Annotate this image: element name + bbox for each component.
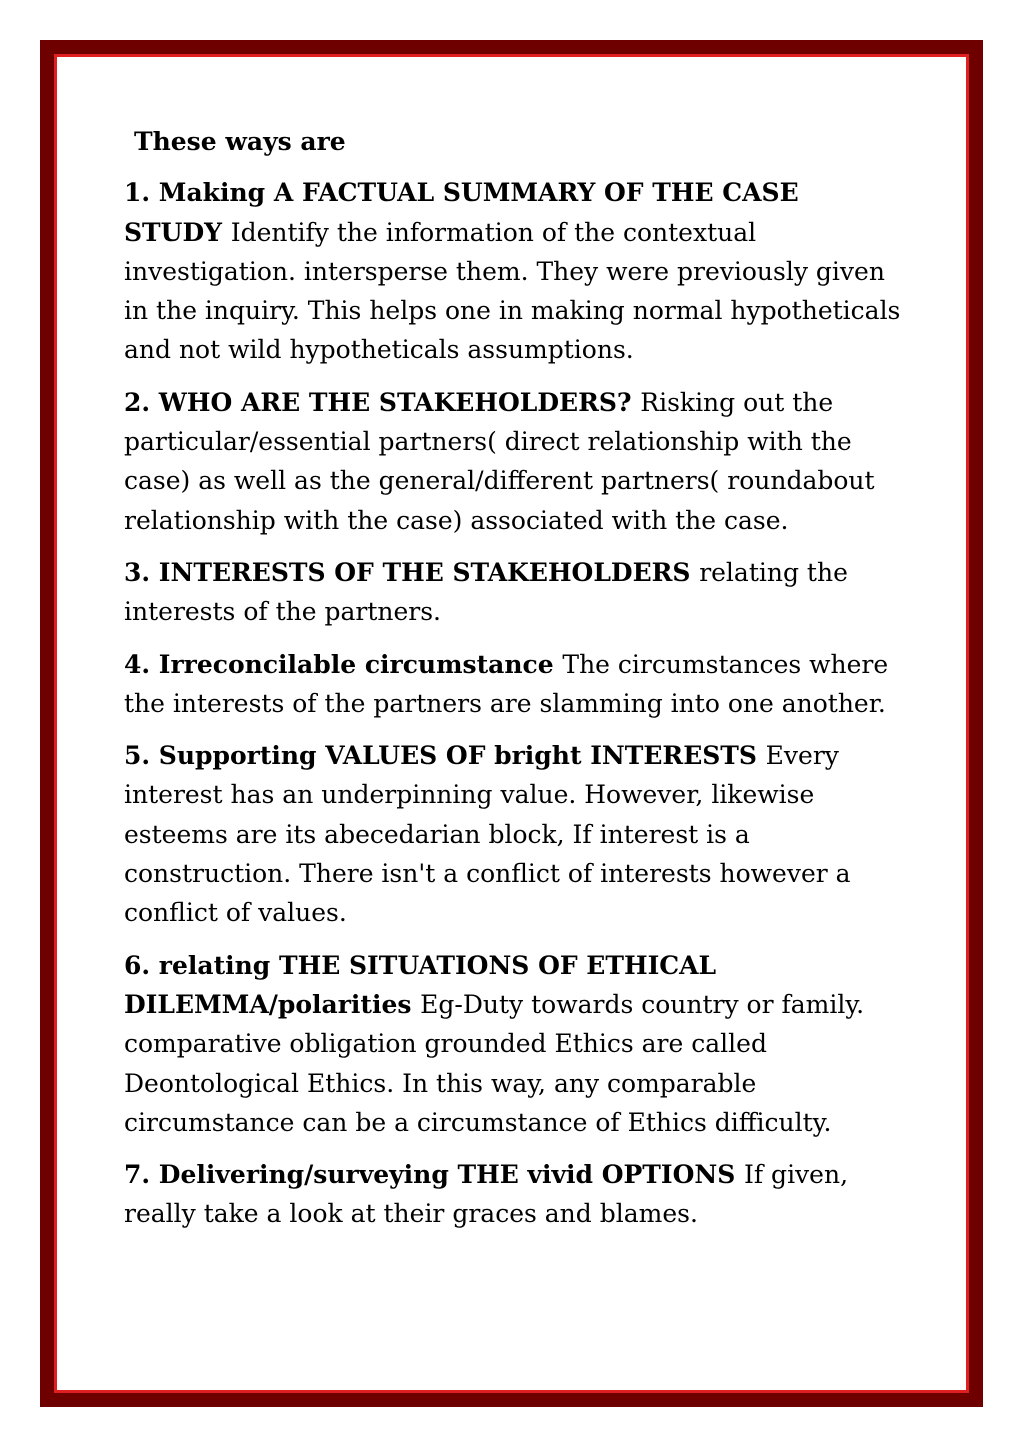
list-item-4 — [124, 645, 904, 724]
document-body — [124, 122, 904, 1247]
item-heading: 5. Supporting VALUES OF bright INTERESTS — [124, 741, 766, 771]
item-heading: 4. Irreconcilable circumstance — [124, 649, 563, 679]
item-body: Identify the information of the contextual investigation. intersperse them. They were previously given in the inquiry. This helps one in making normal hypotheticals and not wild hypotheticals assumptions. — [124, 217, 901, 365]
item-heading: 2. WHO ARE THE STAKEHOLDERS? — [124, 387, 641, 417]
list-item-7 — [124, 1155, 904, 1234]
item-heading: 6. relating THE SITUATIONS OF ETHICAL DILEMMA/polarities — [124, 950, 717, 1019]
intro-line: These ways are — [134, 127, 346, 156]
list-item-5 — [124, 736, 904, 932]
item-body: The circumstances where the interests of the partners are slamming into one another. — [124, 649, 889, 718]
list-item-6 — [124, 946, 904, 1142]
item-body: Every interest has an underpinning value. However, likewise esteems are its abecedarian block, If interest is a construction. There isn't a conflict of interests however a conflict of values. — [124, 741, 851, 928]
item-body: relating the interests of the partners. — [124, 557, 848, 627]
list-item-2 — [124, 383, 904, 540]
item-heading: 7. Delivering/surveying THE vivid OPTIONS — [124, 1160, 744, 1190]
item-body: Risking out the particular/essential partners( direct relationship with the case) as well as the general/different partners( roundabout relationship with the case) associated with the case. — [124, 387, 875, 535]
list-item-1 — [124, 173, 904, 369]
item-heading: 1. Making A FACTUAL SUMMARY OF THE CASE STUDY — [124, 178, 799, 247]
item-body: Eg-Duty towards country or family. comparative obligation grounded Ethics are called Deontological Ethics. In this way, any comparable circumstance can be a circumstance of Ethics difficulty. — [124, 989, 865, 1137]
list-item-3 — [124, 553, 904, 632]
item-heading: 3. INTERESTS OF THE STAKEHOLDERS — [124, 557, 700, 587]
item-body: If given, really take a look at their graces and blames. — [124, 1160, 849, 1229]
